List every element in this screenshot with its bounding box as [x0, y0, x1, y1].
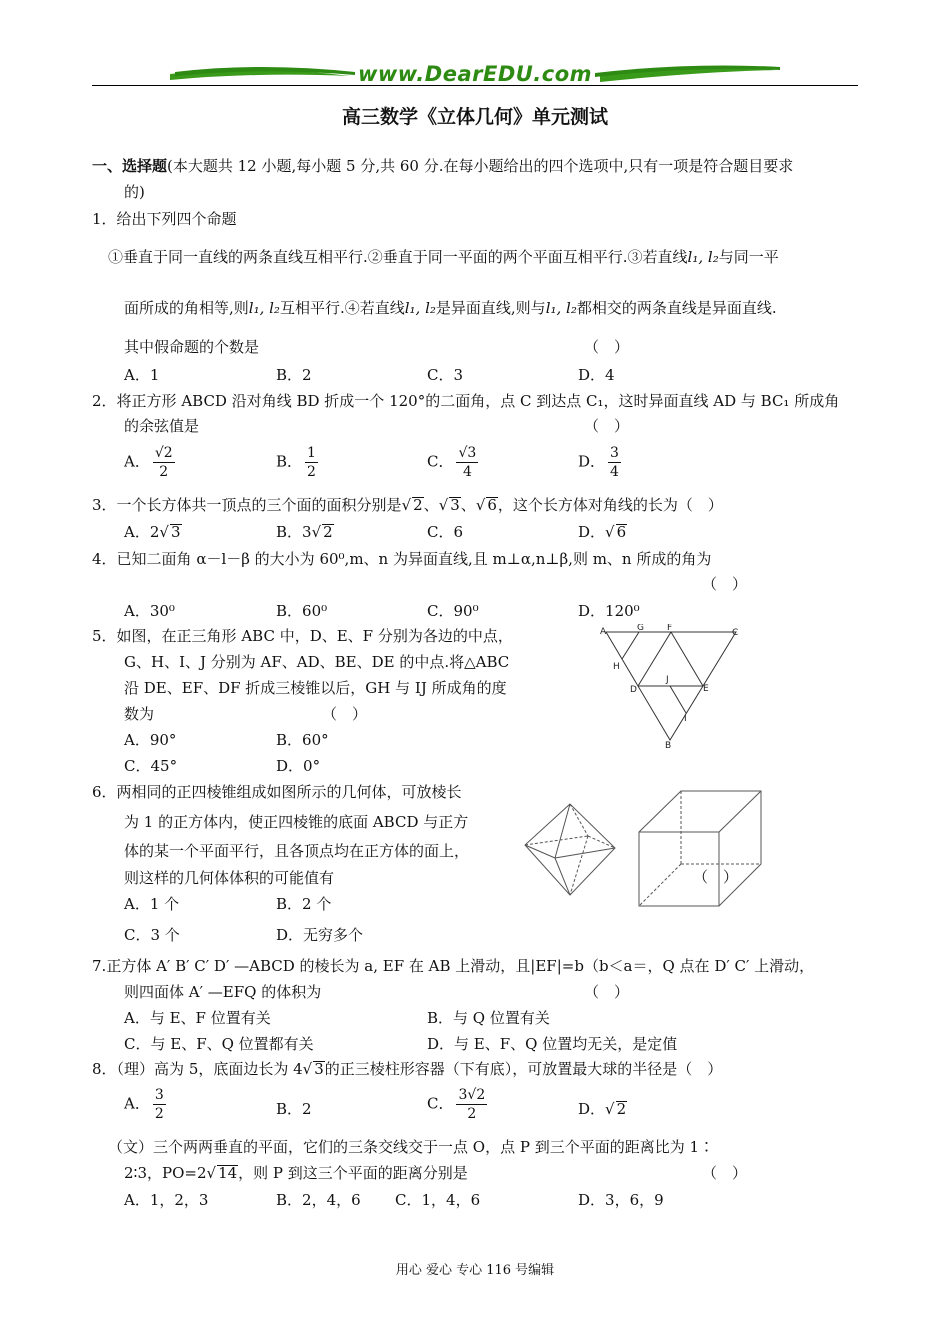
q3-option-a: A．2√ 3 [124, 521, 182, 542]
q6-octahedron-figure [520, 800, 620, 900]
q6-option-b: B．2 个 [276, 895, 332, 913]
fig-label-f: F [667, 624, 673, 633]
q1-option-c: C．3 [427, 366, 464, 384]
question-6-stem: 6．两相同的正四棱锥组成如图所示的几何体，可放棱长 [92, 783, 462, 801]
q2-option-d: D． $\frac{3}{4}$ [578, 445, 619, 480]
question-2-stem [92, 390, 839, 411]
q1-answer-paren: （ ） [584, 338, 630, 356]
question-4-stem: 4．已知二面角 α－l－β 的大小为 60⁰,m、n 为异面直线,且 m⊥α,n⊥β,则 m、n 所成的角为 [92, 550, 712, 568]
q1-option-a: A．1 [124, 366, 160, 384]
q5-option-a: A．90° [124, 731, 177, 749]
q6-cube-figure [636, 788, 766, 910]
section-desc-cont: 的) [124, 183, 145, 201]
q1-p1: ①垂直于同一直线的两条直线互相平行.②垂直于同一平面的两个平面互相平行.③若直线 [108, 248, 688, 266]
q7-answer-paren: （ ） [584, 983, 630, 1001]
q3-option-d: D．√ 6 [578, 521, 627, 542]
q7-option-b: B．与 Q 位置有关 [427, 1009, 550, 1027]
q1-p2b: 互相平行.④若直线 [279, 299, 405, 317]
section-heading [92, 155, 793, 176]
q6-option-c: C．3 个 [124, 926, 180, 944]
q8-wen-option-b: B．2，4，6 [276, 1191, 361, 1209]
q1-option-d: D．4 [578, 366, 615, 384]
q2-option-c: C． $\frac{√3}{4}$ [427, 445, 477, 480]
q1-ask: 其中假命题的个数是 [124, 338, 260, 356]
q7-line2: 则四面体 A′ —EFQ 的体积为 [124, 983, 322, 1001]
question-3-stem: 3．一个长方体共一顶点的三个面的面积分别是√ 2、√ 3、√ 6，这个长方体对角线的长为（ ） [92, 494, 723, 515]
q5-triangle-figure [596, 624, 746, 752]
fig-label-e: E [703, 684, 709, 694]
fig-label-i: I [684, 714, 687, 724]
q2-option-b: B． $\frac{1}{2}$ [276, 445, 316, 480]
q4-option-c: C．90⁰ [427, 602, 479, 620]
q6-option-d: D．无穷多个 [276, 926, 364, 944]
q5-line2: G、H、I、J 分别为 AF、AD、BE、DE 的中点.将△ABC [124, 653, 510, 671]
q3-option-c: C．6 [427, 523, 464, 541]
q8-option-c: C． $\frac{3√2}{2}$ [427, 1087, 486, 1122]
q1-lines-symbol: l₁, l₂ [545, 299, 577, 317]
q7-option-d: D．与 E、F、Q 位置均无关，是定值 [427, 1035, 678, 1053]
q1-number: 1． [92, 210, 117, 228]
page-footer: 用心 爱心 专心 116 号编辑 [395, 1263, 555, 1278]
q7-option-c: C．与 E、F、Q 位置都有关 [124, 1035, 314, 1053]
q4-option-a: A．30⁰ [124, 602, 175, 620]
q1-lines-symbol: l₁, l₂ [248, 299, 280, 317]
q2-number: 2． [92, 392, 117, 410]
q3-option-b: B．3√ 2 [276, 521, 334, 542]
q1-proposition-line2 [124, 297, 777, 318]
q6-line2: 为 1 的正方体内，使正四棱锥的底面 ABCD 与正方 [124, 813, 469, 831]
question-1-stem [92, 208, 237, 229]
q8-option-a: A． $\frac{3}{2}$ [124, 1087, 164, 1122]
fig-label-g: G [637, 624, 644, 633]
fig-label-j: J [666, 675, 669, 685]
q5-option-d: D．0° [276, 757, 321, 775]
site-name: www.DearEDU.com [357, 62, 593, 86]
section-desc: (本大题共 12 小题,每小题 5 分,共 60 分.在每小题给出的四个选项中,只有一项是符合题目要求 [167, 157, 794, 175]
q8-option-b: B．2 [276, 1100, 312, 1118]
q1-proposition-line1 [108, 246, 779, 267]
q8-wen-line1: （文）三个两两垂直的平面，它们的三条交线交于一点 O，点 P 到三个平面的距离比为 1∶ [108, 1138, 715, 1156]
q1-p2c: 是异面直线,则与 [435, 299, 546, 317]
q8-option-d: D．√ 2 [578, 1098, 627, 1119]
question-7-stem: 7.正方体 A′ B′ C′ D′ —ABCD 的棱长为 a, EF 在 AB 上滑动，且|EF|=b（b＜a＝，Q 点在 D′ C′ 上滑动， [92, 957, 815, 975]
q2-answer-paren: （ ） [584, 417, 630, 435]
fig-label-c: C [732, 628, 739, 638]
fig-label-a: A [600, 627, 607, 637]
q4-option-d: D．120⁰ [578, 602, 640, 620]
q5-line4: 数为 [124, 705, 155, 723]
q2-line1: 将正方形 ABCD 沿对角线 BD 折成一个 120°的二面角，点 C 到达点 C₁，这时异面直线 AD 与 BC₁ 所成角 [116, 392, 840, 410]
q5-option-b: B．60° [276, 731, 329, 749]
q8-wen-option-a: A．1，2，3 [124, 1191, 209, 1209]
q7-option-a: A．与 E、F 位置有关 [124, 1009, 271, 1027]
section-title: 一、选择题 [92, 157, 168, 175]
q5-option-c: C．45° [124, 757, 178, 775]
q6-answer-paren: （ ） [693, 868, 739, 886]
question-5-stem: 5．如图，在正三角形 ABC 中，D、E、F 分别为各边的中点， [92, 627, 513, 645]
q5-answer-paren: （ ） [322, 705, 368, 723]
q8-answer-paren: （ ） [702, 1164, 748, 1182]
q1-p1b: 与同一平 [718, 248, 779, 266]
q1-lines-symbol: l₁, l₂ [404, 299, 436, 317]
q1-option-b: B．2 [276, 366, 312, 384]
q1-stem-text: 给出下列四个命题 [116, 210, 237, 228]
q1-lines-symbol: l₁, l₂ [687, 248, 719, 266]
q1-p2a: 面所成的角相等,则 [124, 299, 249, 317]
q4-option-b: B．60⁰ [276, 602, 328, 620]
q6-line4: 则这样的几何体体积的可能值有 [124, 869, 335, 887]
fig-label-d: D [630, 685, 637, 695]
header-rule [92, 85, 858, 86]
q6-line3: 体的某一个平面平行，且各顶点均在正方体的面上， [124, 842, 470, 860]
q2-line2: 的余弦值是 [124, 417, 200, 435]
fig-label-h: H [613, 662, 620, 672]
page-title: 高三数学《立体几何》单元测试 [341, 106, 608, 128]
q8-wen-line2: 2∶3，PO=2√ 14，则 P 到这三个平面的距离分别是 [124, 1162, 468, 1183]
fig-label-b: B [665, 741, 672, 751]
q1-p2d: 都相交的两条直线是异面直线. [576, 299, 777, 317]
q5-line3: 沿 DE、EF、DF 折成三棱锥以后，GH 与 IJ 所成角的度 [124, 679, 507, 697]
q8-wen-option-d: D．3，6，9 [578, 1191, 664, 1209]
q8-wen-option-c: C．1，4，6 [395, 1191, 481, 1209]
question-8-stem: 8．（理）高为 5，底面边长为 4√ 3的正三棱柱形容器（下有底），可放置最大球的半径是（ ） [92, 1058, 722, 1079]
q6-option-a: A．1 个 [124, 895, 180, 913]
q2-option-a: A． $\frac{√2}{2}$ [124, 445, 173, 480]
q4-answer-paren: （ ） [702, 575, 748, 593]
